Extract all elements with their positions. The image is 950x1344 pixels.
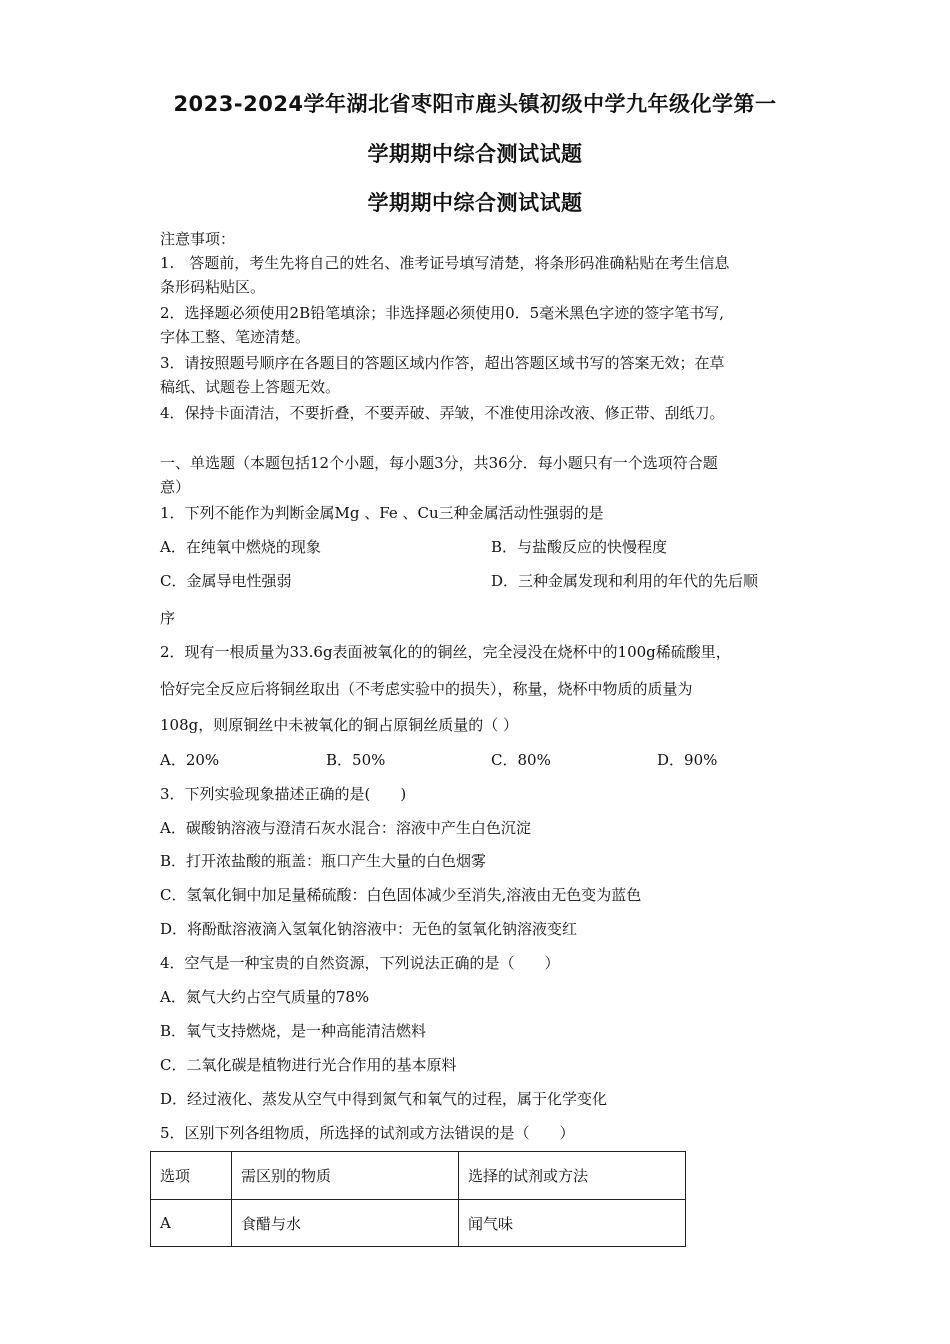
question-1-stem: 1．下列不能作为判断金属Mg 、Fe 、Cu三种金属活动性强弱的是 [160,504,604,522]
question-2-option-d: D．90% [657,751,718,769]
question-5-table [150,1151,686,1247]
notice-line: 4．保持卡面清洁，不要折叠，不要弄破、弄皱，不准使用涂改液、修正带、刮纸刀。 [160,404,725,422]
question-3-option-a: A．碳酸钠溶液与澄清石灰水混合：溶液中产生白色沉淀 [160,819,531,837]
question-2-line-3: 108g，则原铜丝中未被氧化的铜占原铜丝质量的（ ） [160,716,519,734]
question-5-stem: 5．区别下列各组物质，所选择的试剂或方法错误的是（ ） [160,1124,575,1142]
question-2-line-1: 2．现有一根质量为33.6g表面被氧化的的铜丝，完全浸没在烧杯中的100g稀硫酸里， [160,643,731,661]
question-3-option-c: C．氢氧化铜中加足量稀硫酸：白色固体减少至消失,溶液由无色变为蓝色 [160,886,642,904]
notice-line: 稿纸、试题卷上答题无效。 [160,378,341,396]
table-cell: 闻气味 [459,1200,686,1247]
question-4-option-d: D．经过液化、蒸发从空气中得到氮气和氧气的过程，属于化学变化 [160,1090,608,1108]
table-header-cell: 选项 [151,1152,232,1200]
notice-line: 字体工整、笔迹清楚。 [160,328,311,346]
question-1-option-d: D．三种金属发现和利用的年代的先后顺 [491,572,759,590]
notice-line: 1. 答题前，考生先将自己的姓名、准考证号填写清楚，将条形码准确粘贴在考生信息 [160,254,730,272]
table-cell: 食醋与水 [232,1200,459,1247]
question-3-option-b: B．打开浓盐酸的瓶盖：瓶口产生大量的白色烟雾 [160,852,487,870]
question-2-option-a: A．20% [160,751,220,769]
section-heading: 一、单选题（本题包括12个小题，每小题3分，共36分．每小题只有一个选项符合题 [160,454,718,472]
table-header-row [151,1152,686,1200]
question-4-stem: 4．空气是一种宝贵的自然资源，下列说法正确的是（ ） [160,954,560,972]
question-1-option-d-cont: 序 [160,609,176,627]
table-cell: A [151,1200,232,1247]
table-header-cell: 需区别的物质 [232,1152,459,1200]
notice-heading: 注意事项： [160,230,236,248]
question-1-option-b: B．与盐酸反应的快慢程度 [491,538,668,556]
question-2-line-2: 恰好完全反应后将铜丝取出（不考虑实验中的损失），称量，烧杯中物质的质量为 [160,680,693,698]
notice-line: 3．请按照题号顺序在各题目的答题区域内作答，超出答题区域书写的答案无效；在草 [160,354,725,372]
table-header-cell: 选择的试剂或方法 [459,1152,686,1200]
notice-line: 条形码粘贴区。 [160,278,266,296]
question-4-option-a: A．氮气大约占空气质量的78% [160,988,370,1006]
question-4-option-b: B．氧气支持燃烧，是一种高能清洁燃料 [160,1022,427,1040]
question-2-option-b: B．50% [326,751,386,769]
question-4-option-c: C．二氧化碳是植物进行光合作用的基本原料 [160,1056,457,1074]
question-3-option-d: D．将酚酞溶液滴入氢氧化钠溶液中：无色的氢氧化钠溶液变红 [160,920,578,938]
exam-title-line-3: 学期期中综合测试试题 [367,191,583,215]
notice-line: 2．选择题必须使用2B铅笔填涂；非选择题必须使用0．5毫米黑色字迹的签字笔书写, [160,304,724,322]
table-row [151,1200,686,1247]
question-2-option-c: C．80% [491,751,551,769]
exam-title-line-1: 2023-2024学年湖北省枣阳市鹿头镇初级中学九年级化学第一 [173,92,777,116]
question-1-option-a: A．在纯氧中燃烧的现象 [160,538,321,556]
section-heading-cont: 意） [160,478,191,496]
question-3-stem: 3．下列实验现象描述正确的是( ) [160,785,407,803]
exam-title-line-2: 学期期中综合测试试题 [367,142,583,166]
question-1-option-c: C．金属导电性强弱 [160,572,292,590]
